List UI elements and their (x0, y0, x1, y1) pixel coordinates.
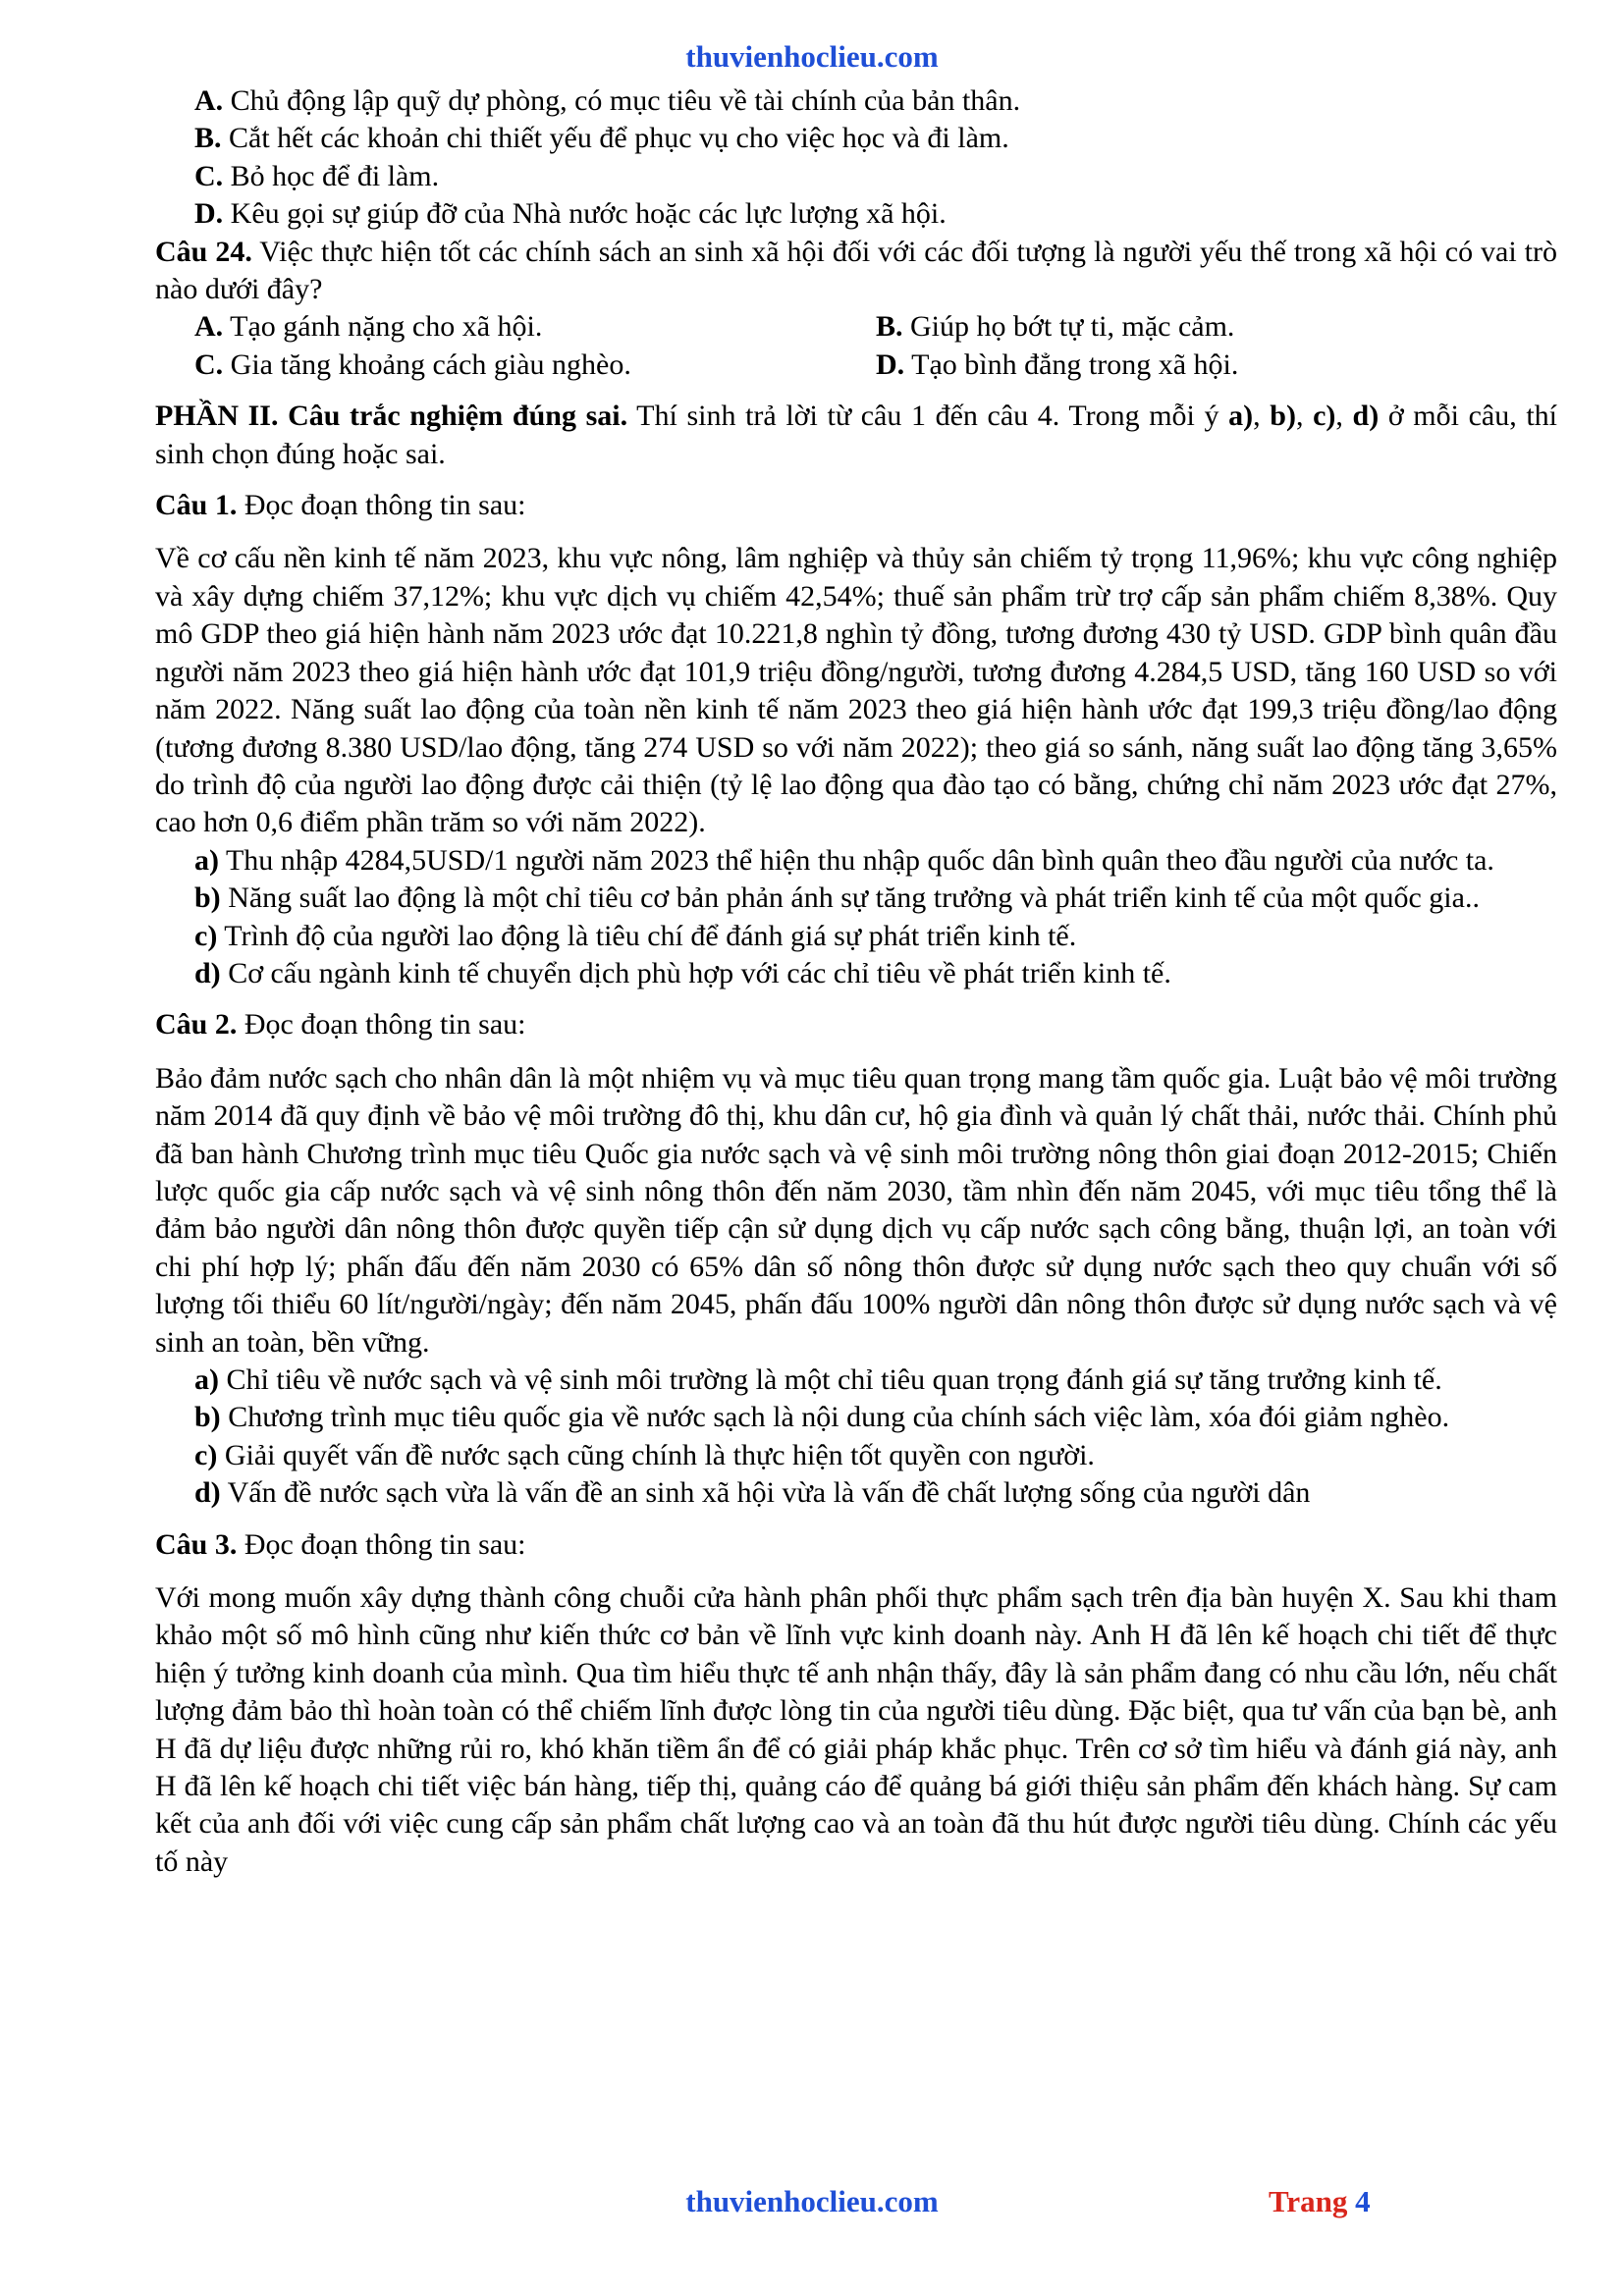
q24-option-d: D. Tạo bình đẳng trong xã hội. (876, 347, 1239, 381)
q23-option-b: B. Cắt hết các khoản chi thiết yếu để phục vụ cho việc học và đi làm. (194, 122, 1009, 155)
q3-heading: Câu 3. Đọc đoạn thông tin sau: (155, 1527, 526, 1561)
part2-heading: PHẦN II. Câu trắc nghiệm đúng sai. Thí sinh trả lời từ câu 1 đến câu 4. Trong mỗi ý a), b), c), d) ở mỗi câu, thí sinh chọn đúng hoặc sai. (155, 400, 1558, 470)
page-number-value: 4 (1355, 2184, 1371, 2218)
q23-option-a: A. Chủ động lập quỹ dự phòng, có mục tiêu về tài chính của bản thân. (194, 84, 1021, 117)
q24-options-row-1 (155, 308, 1557, 346)
q1-heading: Câu 1. Đọc đoạn thông tin sau: (155, 489, 526, 522)
q2-item-a: a) Chỉ tiêu về nước sạch và vệ sinh môi trường là một chỉ tiêu quan trọng đánh giá sự tăng trưởng kinh tế. (194, 1363, 1442, 1396)
q2-passage: Bảo đảm nước sạch cho nhân dân là một nhiệm vụ và mục tiêu quan trọng mang tầm quốc gia. Luật bảo vệ môi trường năm 2014 đã quy định về bảo vệ môi trường đô thị, khu dân cư, hộ gia đình và quản lý chất thải, nước thải. Chính phủ đã ban hành Chương trình mục tiêu Quốc gia nước sạch và vệ sinh môi trường nông thôn giai đoạn 2012-2015; Chiến lược quốc gia cấp nước sạch và vệ sinh nông thôn đến năm 2030, tầm nhìn đến năm 2045, với mục tiêu tổng thể là đảm bảo người dân nông thôn được quyền tiếp cận sử dụng dịch vụ cấp nước sạch công bằng, thuận lợi, an toàn với chi phí hợp lý; phấn đấu đến năm 2030 có 65% dân số nông thôn được sử dụng nước sạch theo quy chuẩn với số lượng tối thiểu 60 lít/người/ngày; đến năm 2045, phấn đấu 100% người dân nông thôn được sử dụng nước sạch và vệ sinh an toàn, bền vững. (155, 1061, 1557, 1359)
q2-item-c: c) Giải quyết vấn đề nước sạch cũng chính là thực hiện tốt quyền con người. (194, 1438, 1095, 1471)
q1-passage: Về cơ cấu nền kinh tế năm 2023, khu vực nông, lâm nghiệp và thủy sản chiếm tỷ trọng 11,96%; khu vực công nghiệp và xây dựng chiếm 37,12%; khu vực dịch vụ chiếm 42,54%; thuế sản phẩm trừ trợ cấp sản phẩm chiếm 8,38%. Quy mô GDP theo giá hiện hành năm 2023 ước đạt 10.221,8 nghìn tỷ đồng, tương đương 430 tỷ USD. GDP bình quân đầu người năm 2023 theo giá hiện hành ước đạt 101,9 triệu đồng/người, tương đương 4.284,5 USD, tăng 160 USD so với năm 2022. Năng suất lao động của toàn nền kinh tế năm 2023 theo giá hiện hành ước đạt 199,3 triệu đồng/lao động (tương đương 8.380 USD/lao động, tăng 274 USD so với năm 2022); theo giá so sánh, năng suất lao động tăng 3,65% do trình độ của người lao động được cải thiện (tỷ lệ lao động qua đào tạo có bằng, chứng chỉ năm 2023 ước đạt 27%, cao hơn 0,6 điểm phần trăm so với năm 2022). (155, 542, 1557, 839)
page-number-word: Trang (1269, 2184, 1348, 2218)
q23-option-d: D. Kêu gọi sự giúp đỡ của Nhà nước hoặc các lực lượng xã hội. (194, 197, 947, 231)
q2-item-b: b) Chương trình mục tiêu quốc gia về nước sạch là nội dung của chính sách việc làm, xóa đói giảm nghèo. (194, 1401, 1450, 1434)
q24-stem: Câu 24. Việc thực hiện tốt các chính sách an sinh xã hội đối với các đối tượng là người yếu thế trong xã hội có vai trò nào dưới đây? (155, 235, 1557, 306)
document-body (155, 82, 1557, 1881)
q24-option-a: A. Tạo gánh nặng cho xã hội. (194, 310, 543, 344)
q2-heading: Câu 2. Đọc đoạn thông tin sau: (155, 1008, 526, 1041)
page-number (1269, 2184, 1371, 2219)
q24-options-row-2 (155, 347, 1557, 384)
q1-item-b: b) Năng suất lao động là một chỉ tiêu cơ bản phản ánh sự tăng trưởng và phát triển kinh tế của một quốc gia.. (194, 881, 1480, 915)
footer-site-name[interactable]: thuvienhoclieu.com (685, 2184, 939, 2218)
q3-passage: Với mong muốn xây dựng thành công chuỗi cửa hành phân phối thực phẩm sạch trên địa bàn huyện X. Sau khi tham khảo một số mô hình cũng như kiến thức cơ bản về lĩnh vực kinh doanh này. Anh H đã lên kế hoạch chi tiết để thực hiện ý tưởng kinh doanh của mình. Qua tìm hiểu thực tế anh nhận thấy, đây là sản phẩm đang có nhu cầu lớn, nếu chất lượng đảm bảo thì hoàn toàn có thể chiếm lĩnh được lòng tin của người tiêu dùng. Đặc biệt, qua tư vấn của bạn bè, anh H đã dự liệu được những rủi ro, khó khăn tiềm ẩn để có giải pháp khắc phục. Trên cơ sở tìm hiểu và đánh giá này, anh H đã lên kế hoạch chi tiết việc bán hàng, tiếp thị, quảng cáo để quảng bá giới thiệu sản phẩm đến khách hàng. Sự cam kết của anh đối với việc cung cấp sản phẩm chất lượng cao và an toàn đã thu hút được người tiêu dùng. Chính các yếu tố này (155, 1581, 1557, 1878)
q1-item-d: d) Cơ cấu ngành kinh tế chuyển dịch phù hợp với các chỉ tiêu về phát triển kinh tế. (194, 956, 1171, 989)
q24-option-c: C. Gia tăng khoảng cách giàu nghèo. (194, 347, 631, 381)
header-site-name[interactable]: thuvienhoclieu.com (685, 39, 939, 74)
q1-item-a: a) Thu nhập 4284,5USD/1 người năm 2023 thể hiện thu nhập quốc dân bình quân theo đầu người của nước ta. (194, 843, 1494, 877)
q1-item-c: c) Trình độ của người lao động là tiêu chí để đánh giá sự phát triển kinh tế. (194, 919, 1077, 952)
q24-option-b: B. Giúp họ bớt tự ti, mặc cảm. (876, 310, 1235, 344)
q2-item-d: d) Vấn đề nước sạch vừa là vấn đề an sinh xã hội vừa là vấn đề chất lượng sống của người dân (194, 1476, 1311, 1510)
q23-option-c: C. Bỏ học để đi làm. (194, 159, 440, 192)
